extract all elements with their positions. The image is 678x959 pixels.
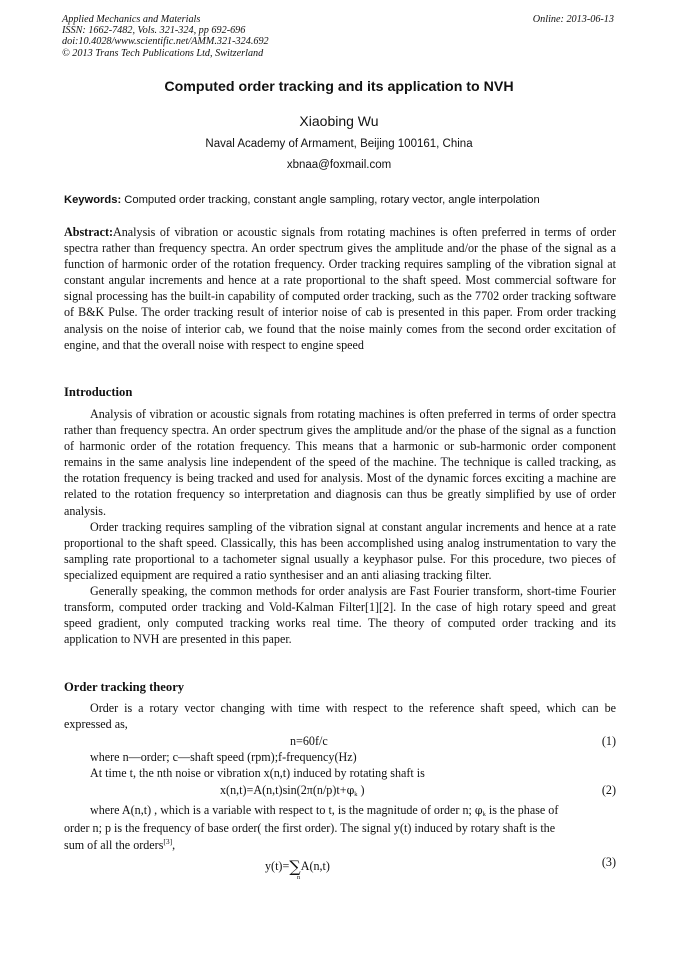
keywords (64, 194, 616, 206)
issn-line: ISSN: 1662-7482, Vols. 321-324, pp 692-696 (62, 25, 246, 37)
where2-line3-text: sum of all the orders (64, 838, 164, 852)
where2-text-b: is the phase of (485, 803, 559, 817)
where2-phi-subscript: k (482, 811, 486, 818)
doi-line: doi:10.4028/www.scientific.net/AMM.321-324.692 (62, 36, 269, 48)
introduction-body (64, 406, 616, 647)
equation-2-phi: φ (346, 784, 355, 797)
equation-3 (64, 855, 616, 881)
equation-2-main: x(n,t)=A(n,t)sin(2π(n/p)t+ (220, 783, 347, 797)
paper-title: Computed order tracking and its application to NVH (164, 79, 514, 95)
equation-1 (64, 734, 616, 750)
author-email: xbnaa@foxmail.com (286, 159, 392, 171)
equation-1-number: (1) (601, 734, 616, 748)
equation-3-number: (3) (601, 855, 616, 869)
equation-3-rhs: A(n,t) (300, 859, 330, 873)
theory-paragraph-1 (64, 700, 616, 732)
equation-2-where-line-2: order n; p is the frequency of base order( the first order). The signal y(t) induced by rotary shaft is the (64, 821, 556, 835)
equation-2-where-line-3 (64, 837, 175, 853)
abstract (64, 224, 616, 353)
equation-2-intro: At time t, the nth noise or vibration x(n,t) induced by rotating shaft is (90, 766, 425, 780)
equation-2-close: ) (357, 783, 365, 797)
equation-3-lhs: y(t)= (265, 859, 290, 873)
summation-symbol: ∑ (289, 857, 301, 876)
citation-3: [3] (163, 837, 173, 846)
journal-header (62, 14, 269, 59)
equation-1-where: where n—order; c—shaft speed (rpm);f-frequency(Hz) (90, 750, 357, 764)
equation-2 (64, 783, 616, 799)
intro-paragraph-2: Order tracking requires sampling of the vibration signal at constant angular increments and hence at a rate proportional to the shaft speed. Classically, this has been accomplished using analog instrumentation to vary the sampling rate proportional to a tachometer signal usually a keyphasor pulse. For this procedure, two pieces of specialized equipment are required a ratio synthesiser and an anti aliasing tracking filter. (64, 519, 616, 582)
keywords-text: Computed order tracking, constant angle sampling, rotary vector, angle interpolation (121, 194, 540, 206)
intro-paragraph-1: Analysis of vibration or acoustic signals from rotating machines is often preferred in terms of order spectra rather than frequency spectra. An order spectrum gives the amplitude and/or the phase of the signal as a function of harmonic order of the rotation frequency. This means that a harmonic or sub-harmonic order component remains in the same analysis line independent of the speed of the machine. The technique is called tracking, as the rotation frequency is being tracked and used for analysis. Most of the dynamic forces exciting a machine are related to the rotation frequency so interpretation and diagnosis can thus be greatly simplified by use of order analysis. (64, 407, 616, 518)
summation-index: n (297, 874, 301, 881)
where2-line3-comma: , (172, 838, 176, 852)
equation-2-where (90, 803, 558, 818)
theory-heading: Order tracking theory (64, 680, 185, 694)
keywords-label: Keywords: (64, 194, 122, 206)
author-affiliation: Naval Academy of Armament, Beijing 100161, China (205, 138, 473, 150)
equation-1-body: n=60f/c (290, 734, 328, 748)
where2-text-a: where A(n,t) , which is a variable with respect to t, is the magnitude of order n; (90, 803, 475, 817)
where2-phi: φ (474, 804, 483, 817)
equation-3-body (265, 855, 330, 874)
equation-2-phi-subscript: k (354, 791, 358, 798)
theory-intro-text: Order is a rotary vector changing with time with respect to the reference shaft speed, which can be expressed as, (64, 701, 616, 732)
introduction-heading: Introduction (64, 385, 133, 399)
author-name: Xiaobing Wu (299, 113, 379, 129)
online-date: Online: 2013-06-13 (532, 14, 614, 25)
copyright-line: © 2013 Trans Tech Publications Ltd, Switzerland (62, 47, 264, 59)
intro-paragraph-3: Generally speaking, the common methods for order analysis are Fast Fourier transform, short-time Fourier transform, computed order tracking and Vold-Kalman Filter[1][2]. In the case of high rotary speed and great speed gradient, only computed tracking works real time. The theory of computed order tracking and its application to NVH are presented in this paper. (64, 584, 616, 647)
abstract-label: Abstract: (64, 225, 114, 239)
abstract-text: Analysis of vibration or acoustic signals from rotating machines is often preferred in terms of order spectra rather than frequency spectra. An order spectrum gives the amplitude and/or the phase of the signal as a function of harmonic order of the rotation frequency. Order tracking requires sampling of the vibration signal at constant angular increments and hence at a rate proportional to the shaft speed. Most commercial software for signal processing has the built-in capability of computed order tracking, such as the 7702 order tracking software of B&K Pulse. The order tracking result of interior noise of cab is presented in this paper. From order tracking analysis on the noise of interior cab, we found that the noise mainly comes from the second order excitation of engine, and that the overall noise with respect to engine speed (64, 225, 616, 352)
journal-name: Applied Mechanics and Materials (62, 14, 201, 25)
equation-2-number: (2) (601, 783, 616, 797)
equation-2-body (220, 783, 365, 798)
